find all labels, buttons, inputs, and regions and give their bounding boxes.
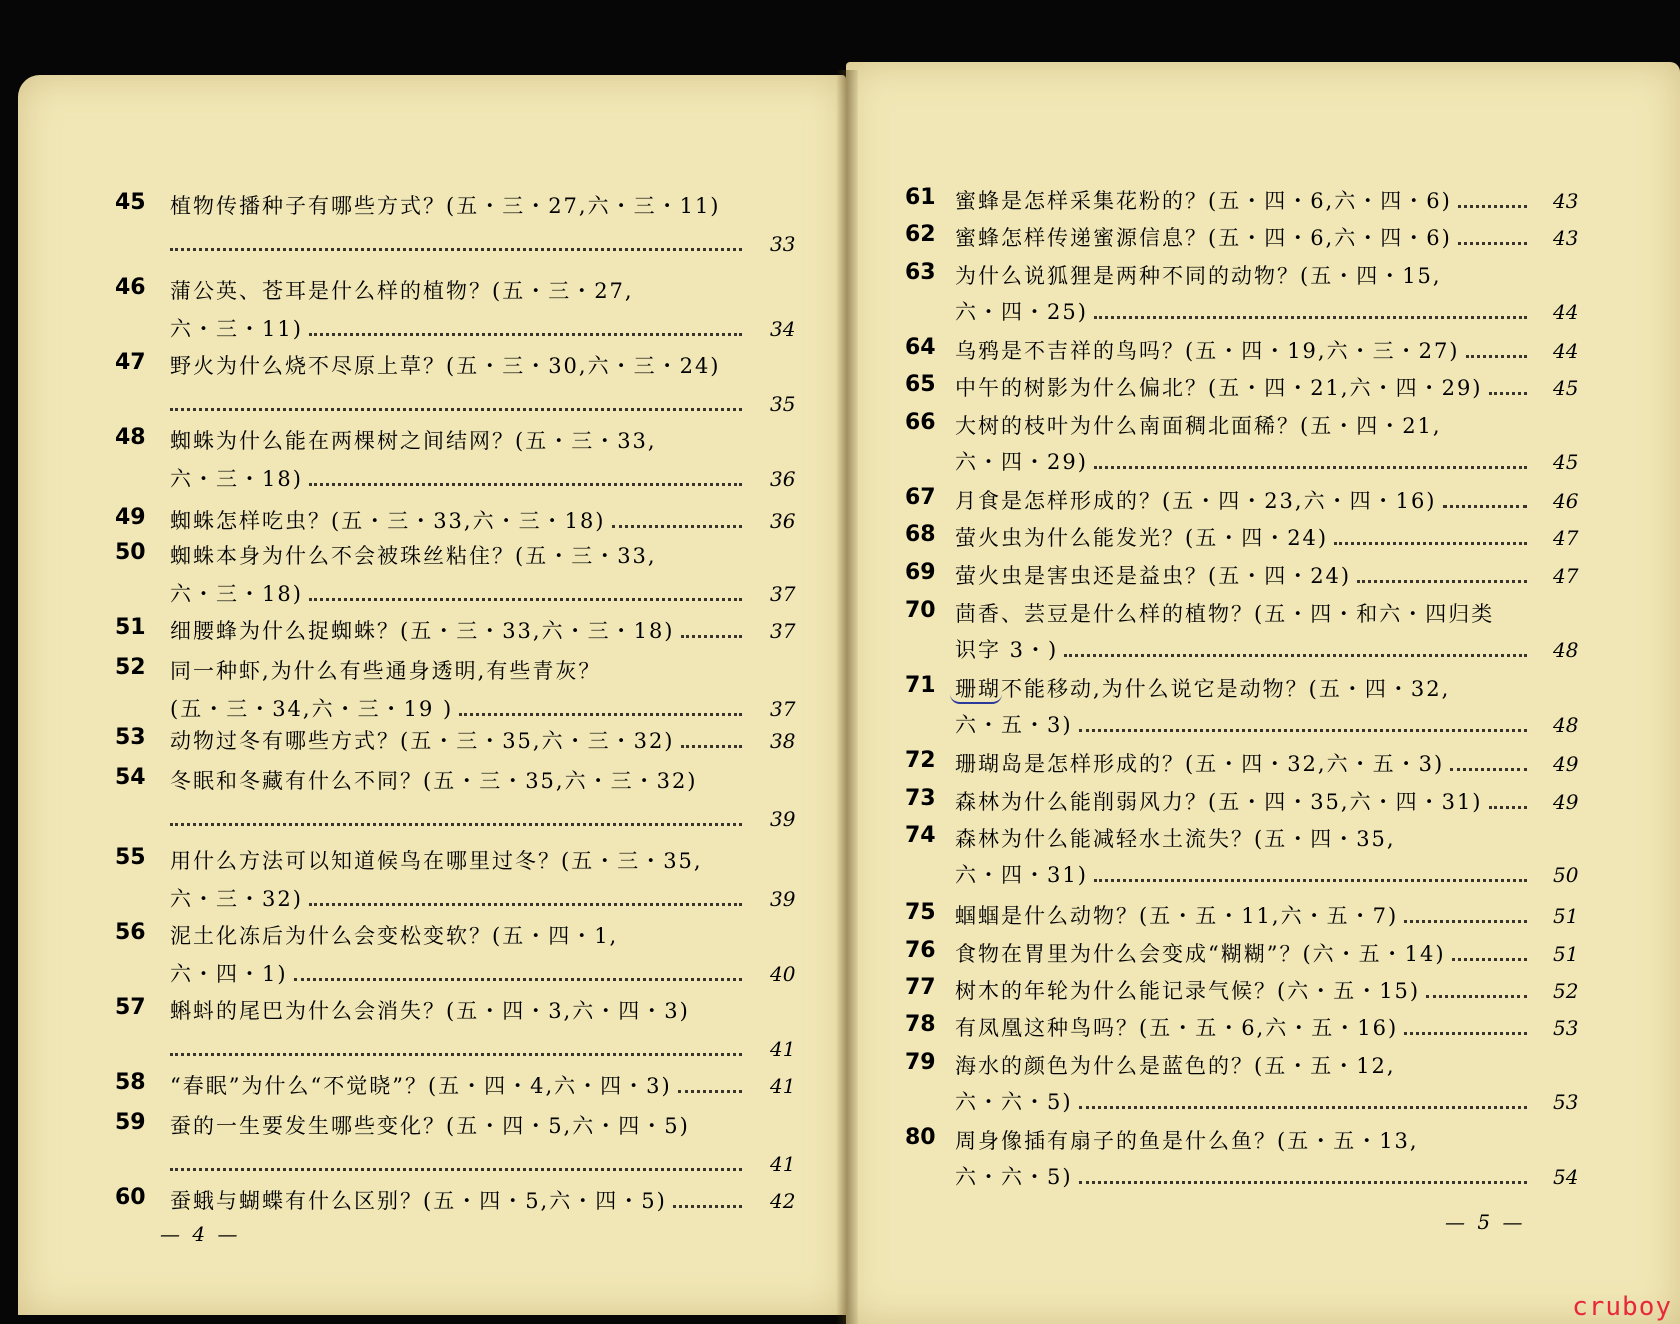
entry-page-number: 52 — [1553, 979, 1579, 1003]
entry-number: 62 — [905, 222, 936, 247]
dot-leader — [309, 598, 742, 601]
entry-number: 60 — [115, 1185, 146, 1210]
entry-number: 59 — [115, 1110, 146, 1135]
entry-title-line: 植物传播种子有哪些方式？(五・三・27,六・三・11) — [170, 194, 721, 218]
entry-page-number: 49 — [1553, 790, 1579, 814]
entry-title-line: 蝌蚪的尾巴为什么会消失？(五・四・3,六・四・3) — [170, 999, 690, 1023]
entry-number: 57 — [115, 995, 146, 1020]
pen-underline-mark — [950, 694, 1002, 704]
entry-number: 71 — [905, 673, 936, 698]
entry-title-line: (五・三・34,六・三・19 ) — [170, 697, 454, 721]
entry-number: 52 — [115, 655, 146, 680]
entry-title-line: 六・三・18) — [170, 582, 303, 606]
dot-leader — [1489, 392, 1527, 395]
dot-leader — [170, 1053, 742, 1056]
entry-title-line: 中午的树影为什么偏北？(五・四・21,六・四・29) — [955, 376, 1483, 400]
entry-number: 66 — [905, 410, 936, 435]
entry-title-line: 六・六・5) — [955, 1090, 1073, 1114]
entry-title-line: 森林为什么能减轻水土流失？(五・四・35, — [955, 827, 1396, 851]
entry-page-number: 45 — [1553, 376, 1579, 400]
entry-page-number: 51 — [1553, 942, 1579, 966]
entry-title-line: 冬眠和冬藏有什么不同？(五・三・35,六・三・32) — [170, 769, 698, 793]
dot-leader — [1458, 242, 1527, 245]
entry-title-line: 珊瑚不能移动,为什么说它是动物？(五・四・32, — [955, 677, 1451, 701]
entry-page-number: 41 — [770, 1037, 796, 1061]
entry-number: 72 — [905, 748, 936, 773]
dot-leader — [681, 745, 742, 748]
dot-leader — [678, 1090, 742, 1093]
entry-number: 47 — [115, 350, 146, 375]
entry-title-line: 动物过冬有哪些方式？(五・三・35,六・三・32) — [170, 729, 675, 753]
dot-leader — [1079, 1181, 1527, 1184]
entry-number: 48 — [115, 425, 146, 450]
left-page-number: — 4 — — [160, 1222, 241, 1246]
entry-page-number: 46 — [1553, 489, 1579, 513]
entry-title-line: 六・三・32) — [170, 887, 303, 911]
entry-number: 73 — [905, 786, 936, 811]
entry-page-number: 33 — [770, 232, 796, 256]
entry-title-line: 六・六・5) — [955, 1165, 1073, 1189]
dot-leader — [1466, 355, 1527, 358]
dot-leader — [1079, 1106, 1527, 1109]
dot-leader — [309, 903, 742, 906]
entry-title-line: 食物在胃里为什么会变成“糊糊”？(六・五・14) — [955, 942, 1446, 966]
entry-page-number: 39 — [770, 887, 796, 911]
dot-leader — [1094, 316, 1527, 319]
entry-title-line: 有凤凰这种鸟吗？(五・五・6,六・五・16) — [955, 1016, 1399, 1040]
entry-number: 69 — [905, 560, 936, 585]
dot-leader — [1458, 205, 1527, 208]
entry-number: 53 — [115, 725, 146, 750]
entry-title-line: 蜘蛛怎样吃虫？(五・三・33,六・三・18) — [170, 509, 606, 533]
entry-number: 58 — [115, 1070, 146, 1095]
dot-leader — [1094, 879, 1527, 882]
dot-leader — [1489, 806, 1527, 809]
entry-number: 64 — [905, 335, 936, 360]
entry-page-number: 34 — [770, 317, 796, 341]
entry-page-number: 47 — [1553, 564, 1579, 588]
entry-page-number: 36 — [770, 509, 796, 533]
entry-number: 79 — [905, 1050, 936, 1075]
entry-page-number: 37 — [770, 619, 796, 643]
entry-title-line: 同一种虾,为什么有些通身透明,有些青灰？ — [170, 659, 602, 683]
entry-number: 65 — [905, 372, 936, 397]
entry-title-line: 野火为什么烧不尽原上草？(五・三・30,六・三・24) — [170, 354, 721, 378]
entry-number: 67 — [905, 485, 936, 510]
dot-leader — [1426, 995, 1527, 998]
dot-leader — [1334, 542, 1527, 545]
dot-leader — [170, 823, 742, 826]
entry-page-number: 45 — [1553, 450, 1579, 474]
entry-number: 77 — [905, 975, 936, 1000]
right-page-number: — 5 — — [1445, 1210, 1526, 1234]
entry-page-number: 44 — [1553, 300, 1579, 324]
entry-title-line: 蜘蛛本身为什么不会被珠丝粘住？(五・三・33, — [170, 544, 657, 568]
entry-title-line: 用什么方法可以知道候鸟在哪里过冬？(五・三・35, — [170, 849, 703, 873]
dot-leader — [309, 483, 742, 486]
entry-page-number: 48 — [1553, 713, 1579, 737]
entry-title-line: “春眠”为什么“不觉晓”？(五・四・4,六・四・3) — [170, 1074, 672, 1098]
entry-number: 49 — [115, 505, 146, 530]
entry-page-number: 41 — [770, 1074, 796, 1098]
entry-title-line: 六・四・25) — [955, 300, 1088, 324]
dot-leader — [1404, 920, 1527, 923]
dot-leader — [1079, 729, 1527, 732]
entry-page-number: 51 — [1553, 904, 1579, 928]
entry-title-line: 萤火虫是害虫还是益虫？(五・四・24) — [955, 564, 1352, 588]
entry-number: 68 — [905, 522, 936, 547]
entry-number: 76 — [905, 938, 936, 963]
entry-title-line: 六・五・3) — [955, 713, 1073, 737]
dot-leader — [1064, 654, 1527, 657]
entry-title-line: 森林为什么能削弱风力？(五・四・35,六・四・31) — [955, 790, 1483, 814]
entry-number: 46 — [115, 275, 146, 300]
entry-title-line: 蜜蜂怎样传递蜜源信息？(五・四・6,六・四・6) — [955, 226, 1452, 250]
entry-title-line: 海水的颜色为什么是蓝色的？(五・五・12, — [955, 1054, 1396, 1078]
entry-page-number: 53 — [1553, 1090, 1579, 1114]
entry-title-line: 细腰蜂为什么捉蜘蛛？(五・三・33,六・三・18) — [170, 619, 675, 643]
entry-title-line: 蚕的一生要发生哪些变化？(五・四・5,六・四・5) — [170, 1114, 690, 1138]
entry-title-line: 蜜蜂是怎样采集花粉的？(五・四・6,六・四・6) — [955, 189, 1452, 213]
entry-title-line: 蚕蛾与蝴蝶有什么区别？(五・四・5,六・四・5) — [170, 1189, 667, 1213]
dot-leader — [170, 1168, 742, 1171]
entry-title-line: 六・三・11) — [170, 317, 303, 341]
entry-page-number: 40 — [770, 962, 796, 986]
entry-number: 80 — [905, 1125, 936, 1150]
entry-page-number: 43 — [1553, 226, 1579, 250]
entry-title-line: 珊瑚岛是怎样形成的？(五・四・32,六・五・3) — [955, 752, 1445, 776]
entry-number: 74 — [905, 823, 936, 848]
entry-title-line: 为什么说狐狸是两种不同的动物？(五・四・15, — [955, 264, 1442, 288]
entry-title-line: 乌鸦是不吉祥的鸟吗？(五・四・19,六・三・27) — [955, 339, 1460, 363]
entry-title-line: 六・三・18) — [170, 467, 303, 491]
entry-title-line: 茴香、芸豆是什么样的植物？(五・四・和六・四归类 — [955, 602, 1495, 626]
dot-leader — [1443, 505, 1527, 508]
entry-title-line: 六・四・1) — [170, 962, 288, 986]
entry-title-line: 树木的年轮为什么能记录气候？(六・五・15) — [955, 979, 1421, 1003]
entry-page-number: 47 — [1553, 526, 1579, 550]
entry-title-line: 蜘蛛为什么能在两棵树之间结网？(五・三・33, — [170, 429, 657, 453]
entry-title-line: 蝈蝈是什么动物？(五・五・11,六・五・7) — [955, 904, 1399, 928]
entry-page-number: 35 — [770, 392, 796, 416]
entry-number: 51 — [115, 615, 146, 640]
dot-leader — [459, 713, 742, 716]
entry-page-number: 50 — [1553, 863, 1579, 887]
entry-page-number: 48 — [1553, 638, 1579, 662]
entry-title-line: 识字 3・) — [955, 638, 1059, 662]
entry-page-number: 41 — [770, 1152, 796, 1176]
dot-leader — [309, 333, 742, 336]
entry-title-line: 六・四・29) — [955, 450, 1088, 474]
entry-title-line: 周身像插有扇子的鱼是什么鱼？(五・五・13, — [955, 1129, 1419, 1153]
entry-title-line: 六・四・31) — [955, 863, 1088, 887]
dot-leader — [681, 635, 742, 638]
entry-number: 55 — [115, 845, 146, 870]
entry-page-number: 54 — [1553, 1165, 1579, 1189]
entry-page-number: 42 — [770, 1189, 796, 1213]
entry-number: 45 — [115, 190, 146, 215]
entry-page-number: 53 — [1553, 1016, 1579, 1040]
watermark: cruboy — [1572, 1292, 1672, 1322]
entry-page-number: 39 — [770, 807, 796, 831]
entry-title-line: 月食是怎样形成的？(五・四・23,六・四・16) — [955, 489, 1437, 513]
entry-number: 78 — [905, 1012, 936, 1037]
entry-page-number: 38 — [770, 729, 796, 753]
entry-number: 50 — [115, 540, 146, 565]
entry-number: 61 — [905, 185, 936, 210]
entry-title-line: 大树的枝叶为什么南面稠北面稀？(五・四・21, — [955, 414, 1442, 438]
entry-page-number: 44 — [1553, 339, 1579, 363]
dot-leader — [1452, 958, 1527, 961]
dot-leader — [1357, 580, 1527, 583]
entry-title-line: 蒲公英、苍耳是什么样的植物？(五・三・27, — [170, 279, 634, 303]
entry-page-number: 37 — [770, 697, 796, 721]
entry-page-number: 37 — [770, 582, 796, 606]
entry-title-line: 泥土化冻后为什么会变松变软？(五・四・1, — [170, 924, 619, 948]
entry-page-number: 36 — [770, 467, 796, 491]
dot-leader — [612, 525, 742, 528]
entry-number: 70 — [905, 598, 936, 623]
entry-title-line: 萤火虫为什么能发光？(五・四・24) — [955, 526, 1329, 550]
dot-leader — [673, 1205, 742, 1208]
entry-page-number: 43 — [1553, 189, 1579, 213]
dot-leader — [1450, 768, 1527, 771]
entry-number: 75 — [905, 900, 936, 925]
dot-leader — [170, 408, 742, 411]
entry-number: 56 — [115, 920, 146, 945]
dot-leader — [1404, 1032, 1527, 1035]
dot-leader — [1094, 466, 1527, 469]
dot-leader — [170, 248, 742, 251]
entry-number: 63 — [905, 260, 936, 285]
entry-page-number: 49 — [1553, 752, 1579, 776]
book-gutter — [836, 70, 858, 1324]
dot-leader — [294, 978, 742, 981]
entry-number: 54 — [115, 765, 146, 790]
